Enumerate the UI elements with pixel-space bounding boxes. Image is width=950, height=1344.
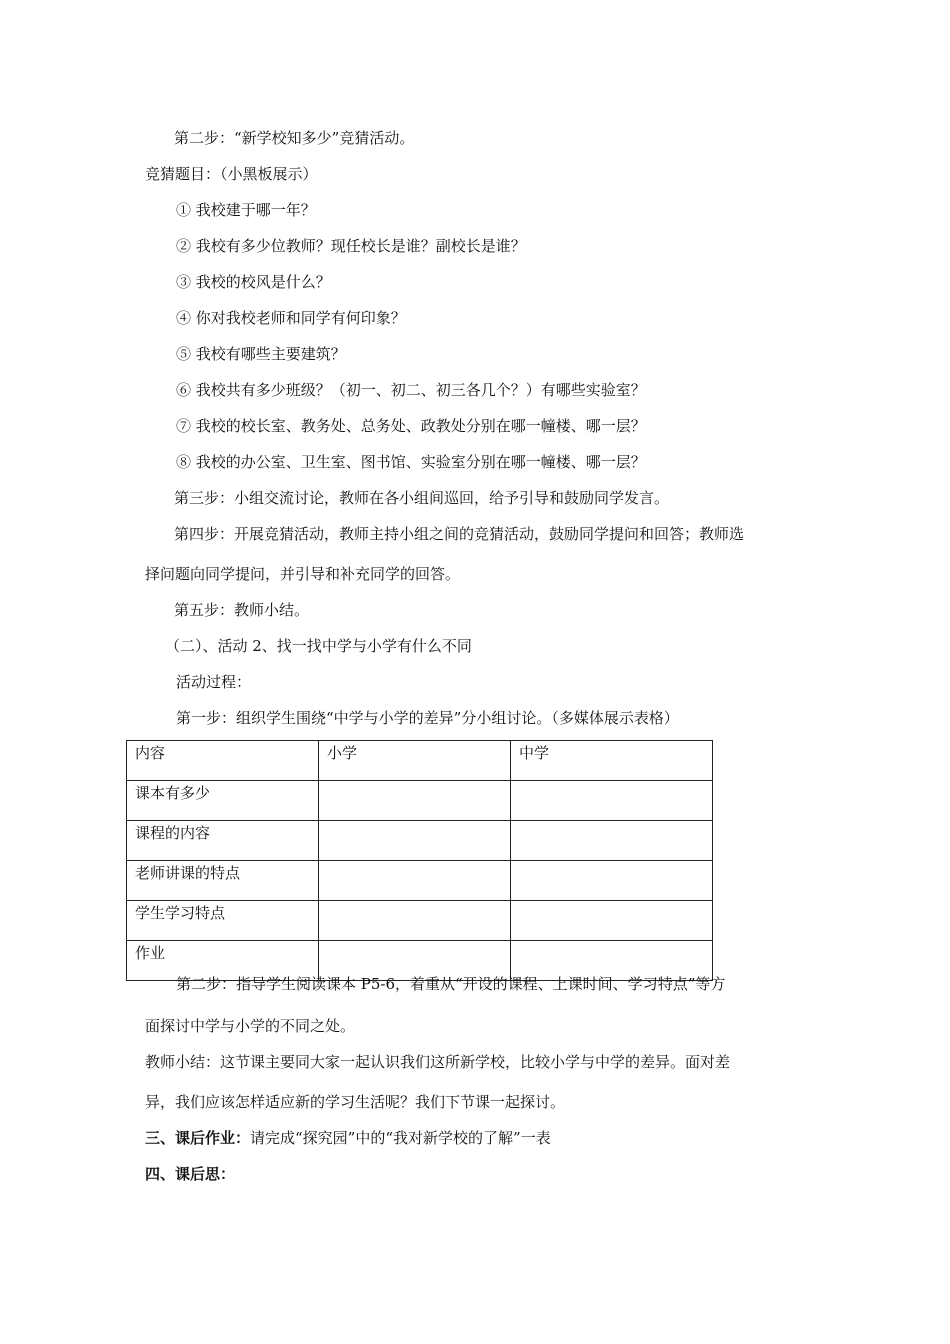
table-header-row xyxy=(127,741,713,781)
question-2: ② 我校有多少位教师？现任校长是谁？副校长是谁？ xyxy=(176,237,526,255)
quiz-title: 竞猜题目：（小黑板展示） xyxy=(145,165,318,183)
question-3: ③ 我校的校风是什么？ xyxy=(176,273,331,291)
activity2-step1: 第一步：组织学生围绕“中学与小学的差异”分小组讨论。（多媒体展示表格） xyxy=(176,709,679,727)
question-7: ⑦ 我校的校长室、教务处、总务处、政教处分别在哪一幢楼、哪一层？ xyxy=(176,417,646,435)
header-content: 内容 xyxy=(127,741,319,781)
row-label: 学生学习特点 xyxy=(127,901,319,941)
activity2-step2-line-1: 第二步：指导学生阅读课本 P5-6，着重从“开设的课程、上课时间、学习特点”等方 xyxy=(176,975,726,993)
step5-paragraph: 第五步：教师小结。 xyxy=(174,601,310,619)
question-8: ⑧ 我校的办公室、卫生室、图书馆、实验室分别在哪一幢楼、哪一层？ xyxy=(176,453,646,471)
question-6: ⑥ 我校共有多少班级？（初一、初二、初三各几个？）有哪些实验室？ xyxy=(176,381,646,399)
header-primary-school: 小学 xyxy=(319,741,511,781)
table-cell xyxy=(319,901,511,941)
table-cell xyxy=(511,901,713,941)
table-cell xyxy=(319,821,511,861)
table-cell xyxy=(511,861,713,901)
table-row xyxy=(127,861,713,901)
table-row xyxy=(127,901,713,941)
step4-line-1: 第四步：开展竞猜活动，教师主持小组之间的竞猜活动，鼓励同学提问和回答；教师选 xyxy=(174,525,745,543)
step4-line-2: 择问题向同学提问，并引导和补充同学的回答。 xyxy=(145,565,461,583)
question-4: ④ 你对我校老师和同学有何印象？ xyxy=(176,309,406,327)
row-label: 老师讲课的特点 xyxy=(127,861,319,901)
homework-text: 请完成“探究园”中的“我对新学校的了解”一表 xyxy=(250,1129,551,1147)
table-cell xyxy=(319,781,511,821)
teacher-summary-line-2: 异，我们应该怎样适应新的学习生活呢？我们下节课一起探讨。 xyxy=(145,1093,566,1111)
table-cell xyxy=(511,821,713,861)
table-row xyxy=(127,821,713,861)
table-row xyxy=(127,781,713,821)
homework-line xyxy=(145,1128,551,1148)
question-5: ⑤ 我校有哪些主要建筑？ xyxy=(176,345,346,363)
reflection-heading: 四、课后思： xyxy=(145,1165,236,1183)
header-middle-school: 中学 xyxy=(511,741,713,781)
homework-label: 三、课后作业： xyxy=(145,1129,251,1147)
question-1: ① 我校建于哪一年？ xyxy=(176,201,316,219)
step2-heading: 第二步：“新学校知多少”竞猜活动。 xyxy=(174,129,415,147)
activity-process-label: 活动过程： xyxy=(176,673,252,691)
row-label: 作业 xyxy=(127,941,319,981)
comparison-table xyxy=(126,740,713,981)
table-cell xyxy=(511,781,713,821)
row-label: 课程的内容 xyxy=(127,821,319,861)
teacher-summary-line-1: 教师小结：这节课主要同大家一起认识我们这所新学校，比较小学与中学的差异。面对差 xyxy=(145,1053,731,1071)
activity2-step2-line-2: 面探讨中学与小学的不同之处。 xyxy=(145,1017,356,1035)
step3-paragraph: 第三步：小组交流讨论，教师在各小组间巡回，给予引导和鼓励同学发言。 xyxy=(174,489,670,507)
table-cell xyxy=(319,861,511,901)
activity2-heading: （二）、活动 2、找一找中学与小学有什么不同 xyxy=(165,637,472,655)
row-label: 课本有多少 xyxy=(127,781,319,821)
